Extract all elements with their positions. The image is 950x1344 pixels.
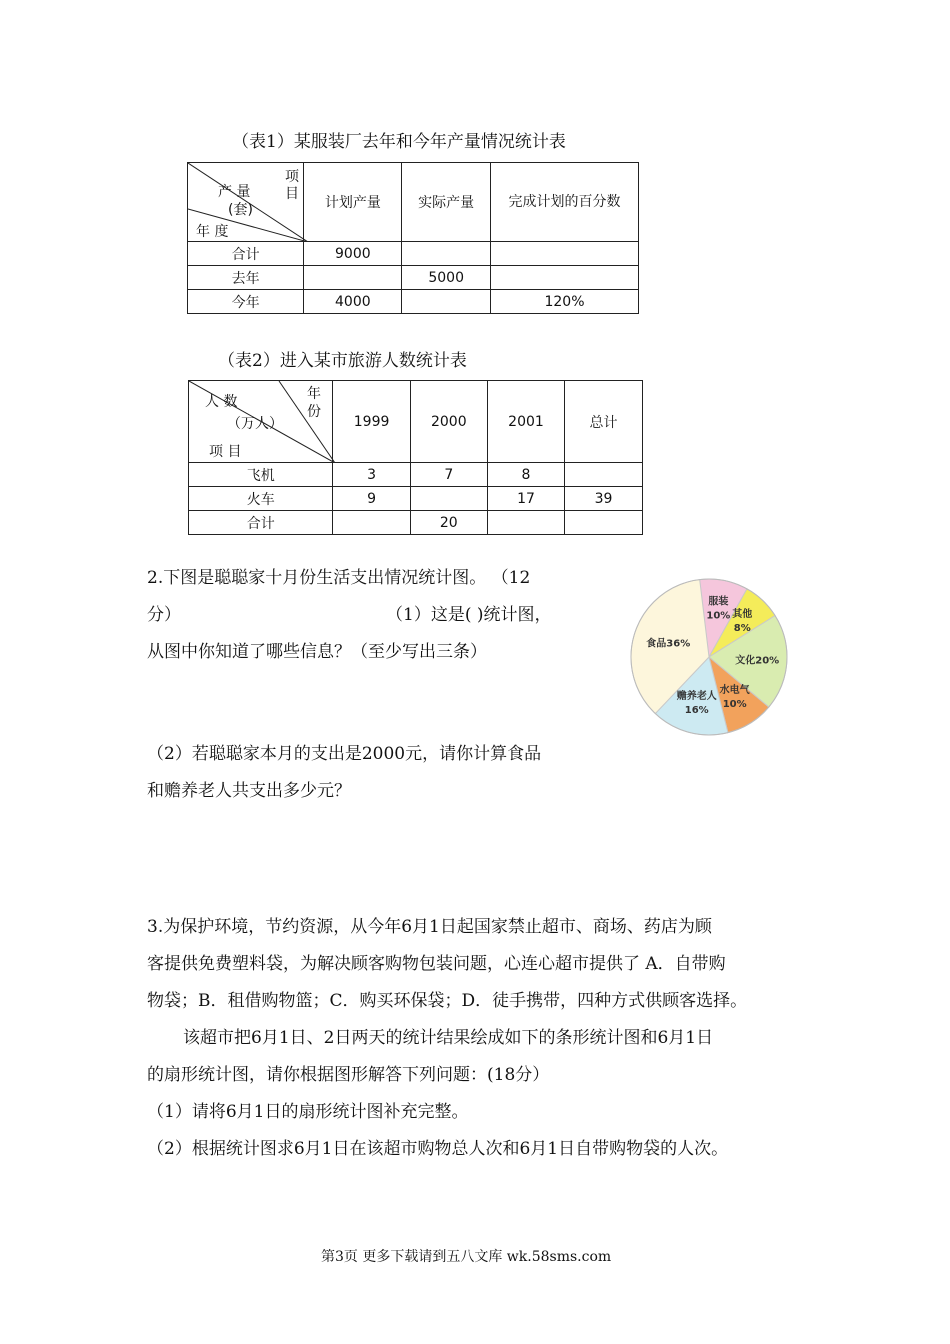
table1-diag-middle2: (套)	[228, 202, 253, 218]
table2-header-diagonal	[189, 381, 333, 463]
table2-cell: 9	[333, 487, 410, 511]
table2-cell	[487, 511, 564, 535]
pie-label-食品: 食品36%	[646, 638, 691, 650]
table2-row-label: 合计	[189, 511, 333, 535]
pie-pct-服装: 10%	[706, 610, 731, 622]
table2-diag-top-right: 年份	[307, 386, 321, 420]
table1-cell: 4000	[304, 290, 402, 314]
table2-row-label: 火车	[189, 487, 333, 511]
table1-cell	[490, 266, 638, 290]
pie-label-服装: 服装	[708, 596, 729, 608]
q2-line2a: 分）	[147, 605, 181, 625]
table-row	[189, 487, 643, 511]
table2-cell	[565, 511, 643, 535]
pie-label-水电气: 水电气	[719, 684, 750, 696]
table2-diag-middle: 人 数	[205, 394, 238, 410]
expense-pie-chart	[620, 572, 800, 742]
page-footer: 第3页 更多下载请到五八文库 wk.58sms.com	[321, 1249, 612, 1265]
q3-line4: 该超市把6月1日、2日两天的统计结果绘成如下的条形统计图和6月1日	[183, 1028, 714, 1048]
table-row	[188, 290, 639, 314]
table1-cell	[402, 242, 491, 266]
table2-cell: 3	[333, 463, 410, 487]
table1-cell	[490, 242, 638, 266]
table2	[188, 380, 643, 535]
q3-line1: 3.为保护环境，节约资源，从今年6月1日起国家禁止超市、商场、药店为顾	[147, 917, 712, 937]
q3-line2: 客提供免费塑料袋，为解决顾客购物包装问题，心连心超市提供了 A．自带购	[147, 954, 726, 974]
table2-cell	[565, 463, 643, 487]
table-row	[188, 266, 639, 290]
table1-row-label: 今年	[188, 290, 304, 314]
q3-line6: （1）请将6月1日的扇形统计图补充完整。	[147, 1102, 469, 1122]
q2-line3: 从图中你知道了哪些信息？（至少写出三条）	[147, 642, 487, 662]
table2-cell: 7	[410, 463, 487, 487]
table1-header-diagonal	[188, 163, 304, 242]
pie-pct-其他: 8%	[733, 622, 751, 634]
table-row	[188, 242, 639, 266]
table-row	[189, 463, 643, 487]
table1-cell	[304, 266, 402, 290]
table2-cell	[333, 511, 410, 535]
table1-cell: 5000	[402, 266, 491, 290]
pie-pct-水电气: 10%	[722, 698, 747, 710]
pie-label-文化: 文化20%	[735, 655, 780, 667]
table2-cell: 39	[565, 487, 643, 511]
table1-diag-middle: 产 量	[218, 184, 251, 200]
table2-col-header: 2001	[487, 381, 564, 463]
table1-diag-top-right: 项目	[285, 169, 299, 202]
table2-diag-bottom-left: 项 目	[209, 444, 242, 460]
table1-diag-bottom-left: 年 度	[196, 224, 229, 240]
table1-col-header: 实际产量	[402, 163, 491, 242]
table2-col-header: 总计	[565, 381, 643, 463]
table1-cell	[402, 290, 491, 314]
q3-line5: 的扇形统计图，请你根据图形解答下列问题：(18分）	[147, 1065, 550, 1085]
table1-cell: 120%	[490, 290, 638, 314]
table-row	[189, 511, 643, 535]
table1	[187, 162, 639, 314]
table2-col-header: 2000	[410, 381, 487, 463]
q2-line5: 和赡养老人共支出多少元？	[147, 781, 351, 801]
pie-pct-赡养老人: 16%	[684, 704, 709, 716]
table1-caption: （表1）某服装厂去年和今年产量情况统计表	[232, 132, 566, 152]
table1-row-label: 去年	[188, 266, 304, 290]
table2-cell: 20	[410, 511, 487, 535]
q3-line3: 物袋；B．租借购物篮；C．购买环保袋；D．徒手携带，四种方式供顾客选择。	[147, 991, 748, 1011]
q3-line7: （2）根据统计图求6月1日在该超市购物总人次和6月1日自带购物袋的人次。	[147, 1139, 729, 1159]
q2-line4: （2）若聪聪家本月的支出是2000元，请你计算食品	[147, 744, 542, 764]
table1-row-label: 合计	[188, 242, 304, 266]
table2-caption: （表2）进入某市旅游人数统计表	[218, 351, 467, 371]
pie-label-其他: 其他	[732, 608, 753, 620]
table2-cell: 8	[487, 463, 564, 487]
table2-cell: 17	[487, 487, 564, 511]
table2-diag-middle2: （万人）	[227, 416, 283, 432]
table1-cell: 9000	[304, 242, 402, 266]
table2-row-label: 飞机	[189, 463, 333, 487]
table1-col-header: 完成计划的百分数	[490, 163, 638, 242]
q2-line2b: （1）这是( )统计图，	[386, 605, 552, 625]
table2-col-header: 1999	[333, 381, 410, 463]
pie-label-赡养老人: 赡养老人	[676, 690, 717, 702]
q2-line1: 2.下图是聪聪家十月份生活支出情况统计图。 （12	[147, 568, 531, 588]
table1-col-header: 计划产量	[304, 163, 402, 242]
table2-cell	[410, 487, 487, 511]
